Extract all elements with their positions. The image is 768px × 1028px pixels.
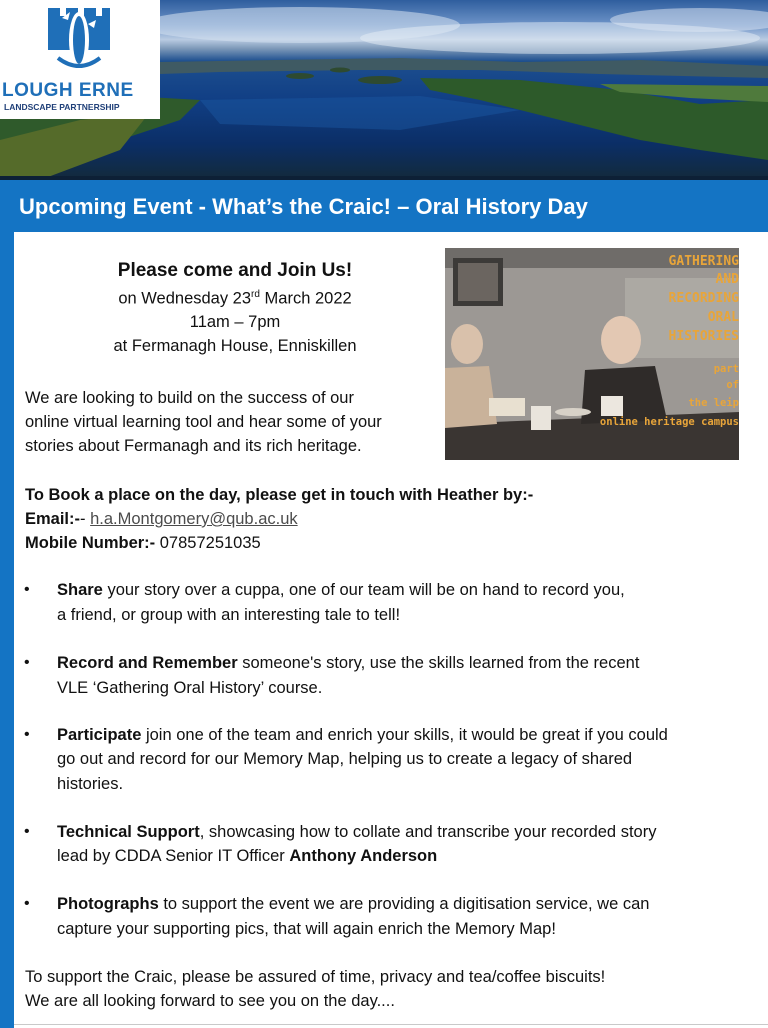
photo-overlay-line: RECORDING xyxy=(668,291,739,306)
bullet-photographs-cont: capture your supporting pics, that will again enrich the Memory Map! xyxy=(57,920,556,938)
bullet-icon: • xyxy=(24,726,30,743)
intro-line: online virtual learning tool and hear some of your xyxy=(25,413,382,431)
event-content xyxy=(14,232,768,1028)
bottom-divider xyxy=(14,1024,768,1025)
event-banner xyxy=(0,180,768,232)
bullet-share: Share your story over a cuppa, one of our team will be on hand to record you, xyxy=(57,581,625,599)
photo-caption-line: the leip xyxy=(688,397,739,409)
email-link[interactable]: h.a.Montgomery@qub.ac.uk xyxy=(90,510,298,528)
invite-venue: at Fermanagh House, Enniskillen xyxy=(113,337,357,355)
intro-line: We are looking to build on the success of our xyxy=(25,389,354,407)
bullet-participate: Participate join one of the team and enrich your skills, it would be great if you could xyxy=(57,726,668,744)
castle-boat-icon xyxy=(0,0,160,80)
left-accent-bar xyxy=(0,232,14,1028)
bullet-share-cont: a friend, or group with an interesting tale to tell! xyxy=(57,606,401,624)
bullet-technical: Technical Support, showcasing how to collate and transcribe your recorded story xyxy=(57,823,657,841)
bullet-record-cont: VLE ‘Gathering Oral History’ course. xyxy=(57,679,323,697)
bullet-icon: • xyxy=(24,895,30,912)
lough-erne-logo xyxy=(0,0,160,119)
intro-line: stories about Fermanagh and its rich heritage. xyxy=(25,437,362,455)
photo-overlay-line: HISTORIES xyxy=(668,329,739,344)
bullet-participate-cont: go out and record for our Memory Map, helping us to create a legacy of shared xyxy=(57,750,633,768)
bullet-participate-cont: histories. xyxy=(57,775,124,793)
oral-history-photo xyxy=(445,248,739,460)
invite-heading: Please come and Join Us! xyxy=(117,260,353,281)
bullet-photographs: Photographs to support the event we are providing a digitisation service, we can xyxy=(57,895,650,913)
photo-caption-line: online heritage campus xyxy=(599,416,739,428)
closing-line: We are all looking forward to see you on the day.... xyxy=(25,992,395,1010)
bullet-icon: • xyxy=(24,581,30,598)
mobile-row: Mobile Number:- 07857251035 xyxy=(25,534,261,552)
photo-caption-line: part xyxy=(713,363,739,375)
photo-overlay-line: GATHERING xyxy=(668,254,739,269)
logo-title: LOUGH ERNE xyxy=(2,80,134,101)
invite-date: on Wednesday 23rd March 2022 xyxy=(118,289,352,308)
bullet-technical-cont: lead by CDDA Senior IT Officer Anthony Anderson xyxy=(57,847,438,865)
bullet-record: Record and Remember someone's story, use the skills learned from the recent xyxy=(57,654,640,672)
bullet-icon: • xyxy=(24,823,30,840)
booking-instructions: To Book a place on the day, please get in touch with Heather by:- xyxy=(25,486,534,504)
photo-overlay-line: AND xyxy=(715,272,739,287)
closing-line: To support the Craic, please be assured of time, privacy and tea/coffee biscuits! xyxy=(25,968,606,986)
hero-lake-photo xyxy=(0,0,768,180)
bullet-icon: • xyxy=(24,654,30,671)
banner-title: Upcoming Event - What’s the Craic! – Oral History Day xyxy=(19,194,588,219)
photo-caption-line: of xyxy=(726,379,739,391)
photo-overlay-line: ORAL xyxy=(707,310,739,325)
logo-subtitle: LANDSCAPE PARTNERSHIP xyxy=(4,102,120,112)
email-row: Email:-- h.a.Montgomery@qub.ac.uk xyxy=(25,510,298,528)
invite-time: 11am – 7pm xyxy=(189,313,281,331)
